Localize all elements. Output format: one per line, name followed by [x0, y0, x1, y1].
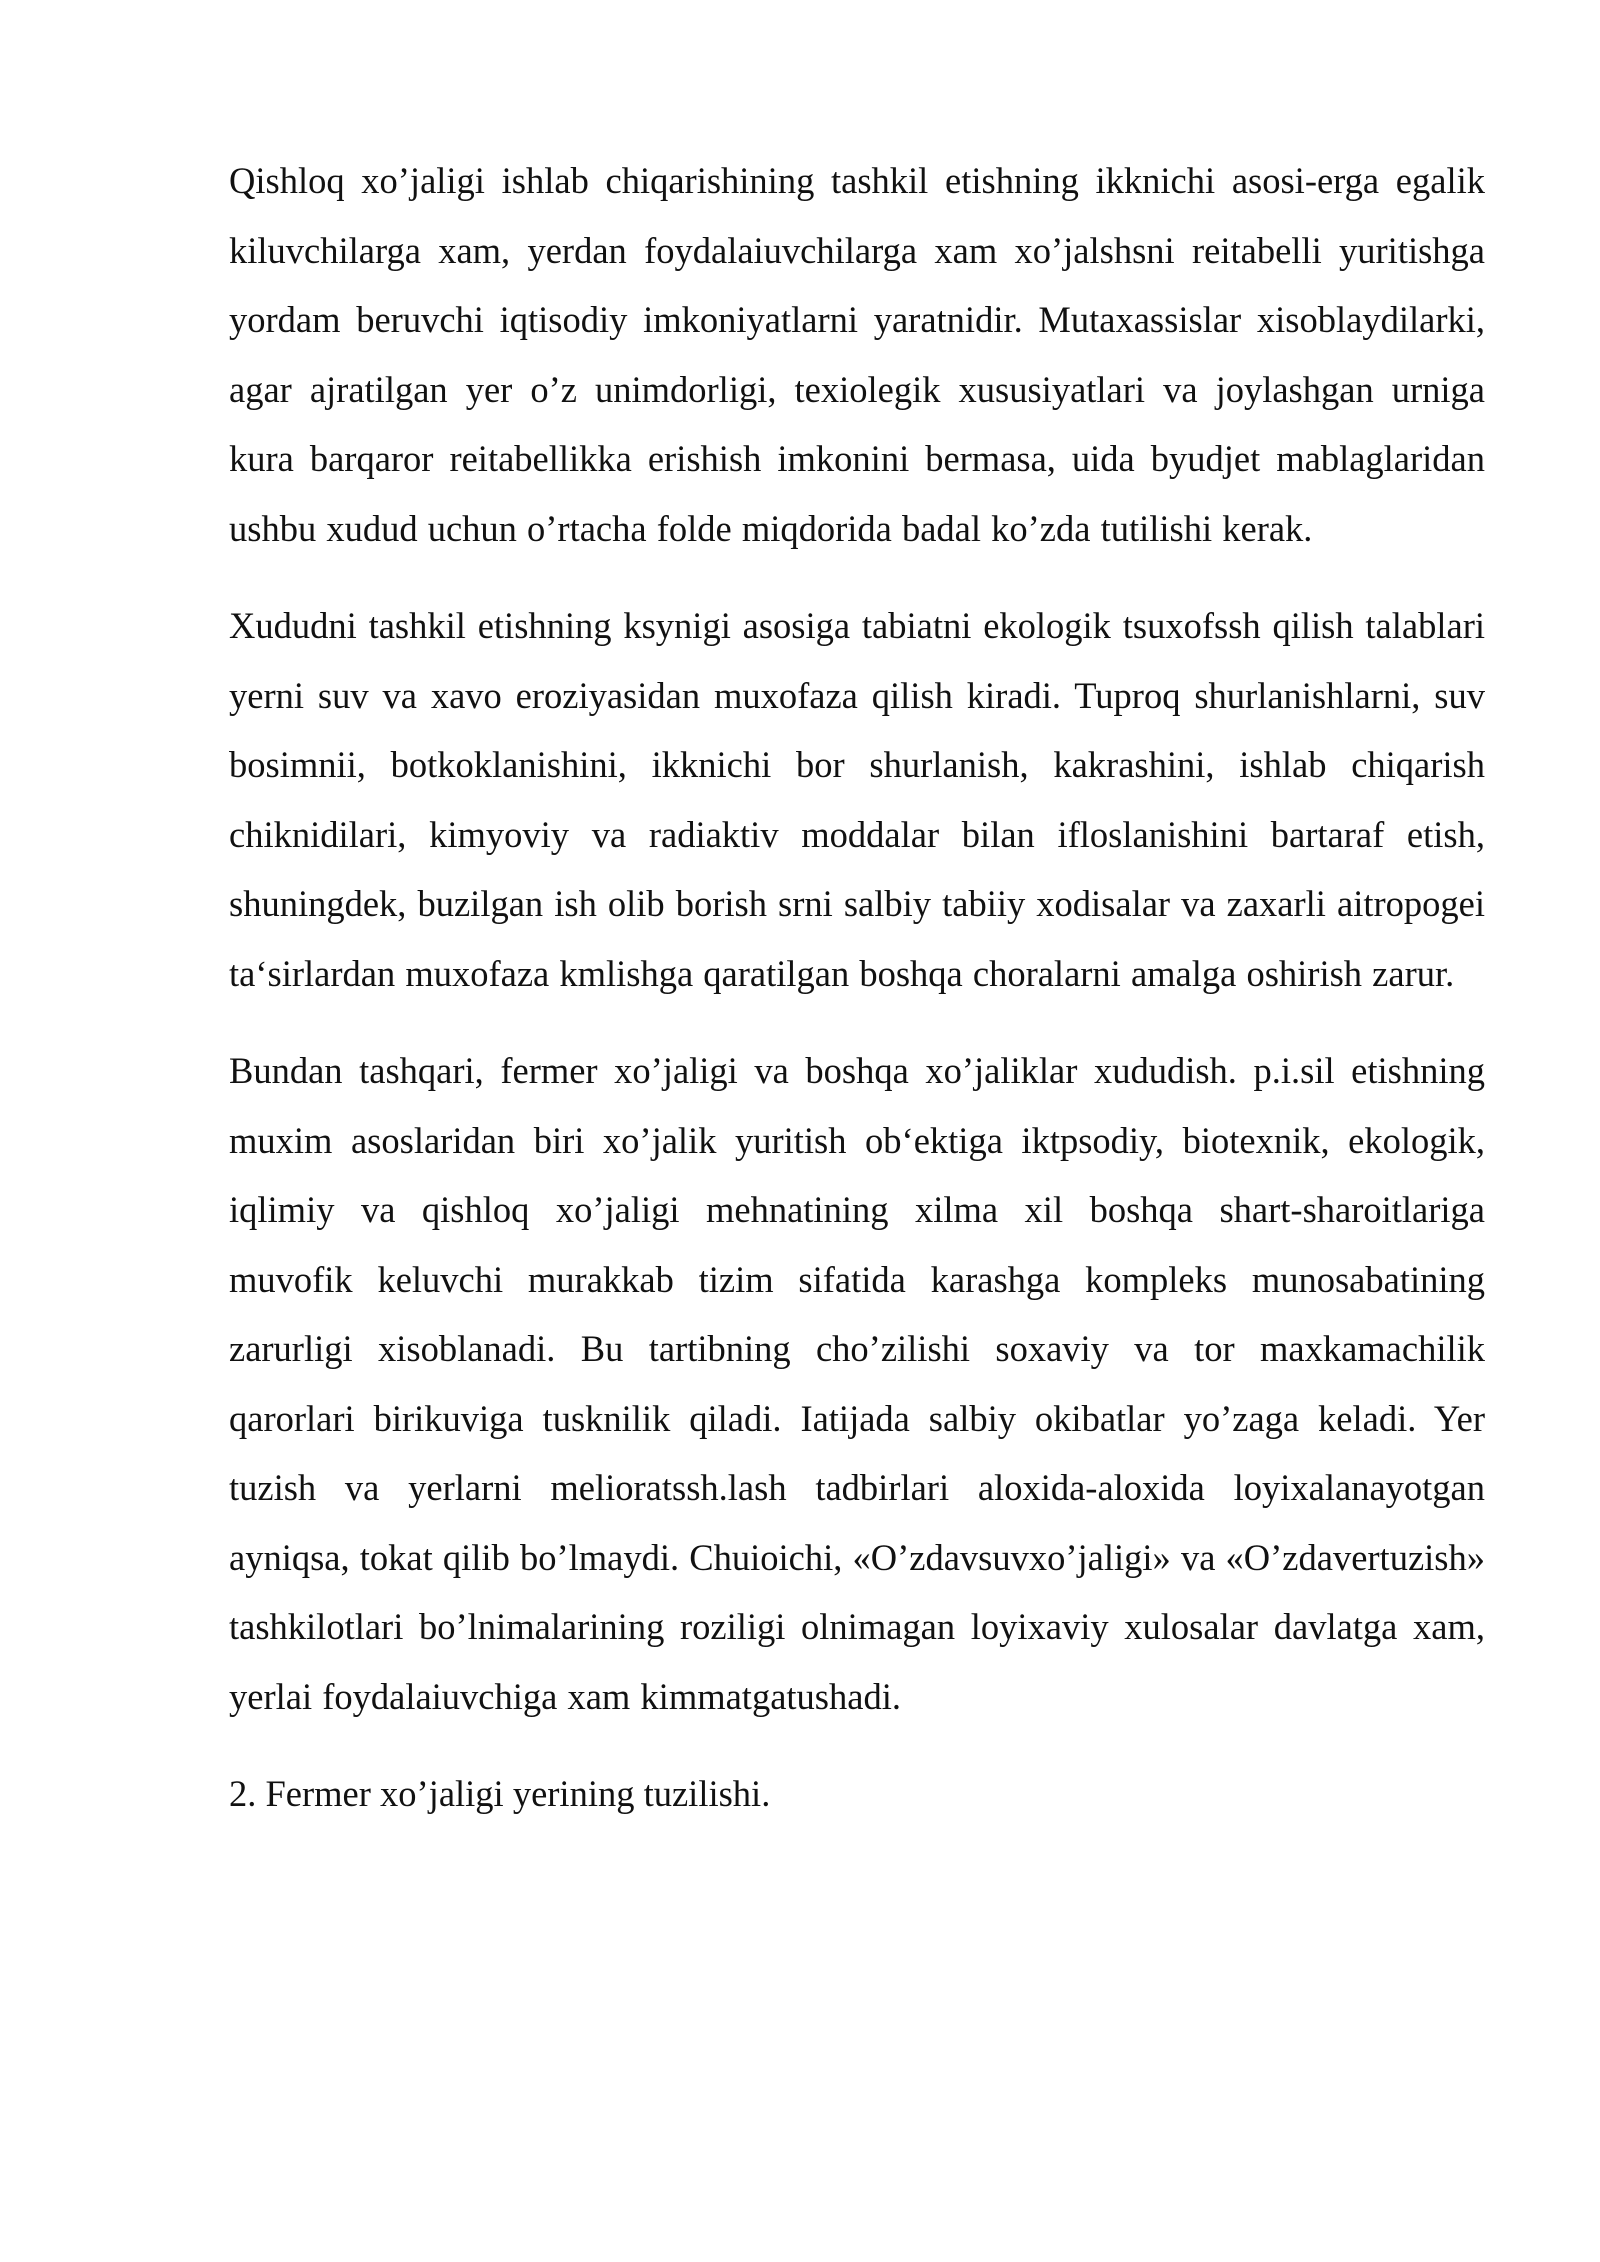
paragraph-1: Qishloq xo’jaligi ishlab chiqarishining tashkil etishning ikknichi asosi-erga egalik kiluvchilarga xam, yerdan foydalaiuvchilarga xam xo’jalshsni reitabelli yuritishga yordam beruvchi iqtisodiy imkoniyatlarni yaratnidir. Mutaxassislar xisoblaydilarki, agar ajratilgan yer o’z unimdorligi, texiolegik xususiyatlari va joylashgan urniga kura barqaror reitabellikka erishish imkonini bermasa, uida byudjet mablaglaridan ushbu xudud uchun o’rtacha folde miqdorida badal ko’zda tutilishi kerak. [229, 160, 1485, 549]
section-heading: 2. Fermer xo’jaligi yerining tuzilishi. [229, 1773, 771, 1814]
paragraph-3: Bundan tashqari, fermer xo’jaligi va boshqa xo’jaliklar xududish. p.i.sil etishning muxim asoslaridan biri xo’jalik yuritish ob‘ektiga iktpsodiy, biotexnik, ekologik, iqlimiy va qishloq xo’jaligi mehnatining xilma xil boshqa shart-sharoitlariga muvofik keluvchi murakkab tizim sifatida karashga kompleks munosabatining zarurligi xisoblanadi. Bu tartibning cho’zilishi soxaviy va tor maxkamachilik qarorlari birikuviga tusknilik qiladi. Iatijada salbiy okibatlar yo’zaga keladi. Yer tuzish va yerlarni melioratssh.lash tadbirlari aloxida-aloxida loyixalanayotgan ayniqsa, tokat qilib bo’lmaydi. Chuioichi, «O’zdavsuvxo’jaligi» va «O’zdavertuzish» tashkilotlari bo’lnimalarining roziligi olnimagan loyixaviy xulosalar davlatga xam, yerlai foydalaiuvchiga xam kimmatgatushadi. [229, 1050, 1485, 1717]
document-body [229, 146, 1485, 1829]
paragraph-2: Xududni tashkil etishning ksynigi asosiga tabiatni ekologik tsuxofssh qilish talablari yerni suv va xavo eroziyasidan muxofaza qilish kiradi. Tuproq shurlanishlarni, suv bosimnii, botkoklanishini, ikknichi bor shurlanish, kakrashini, ishlab chiqarish chiknidilari, kimyoviy va radiaktiv moddalar bilan ifloslanishini bartaraf etish, shuningdek, buzilgan ish olib borish srni salbiy tabiiy xodisalar va zaxarli aitropogei ta‘sirlardan muxofaza kmlishga qaratilgan boshqa choralarni amalga oshirish zarur. [229, 605, 1485, 994]
